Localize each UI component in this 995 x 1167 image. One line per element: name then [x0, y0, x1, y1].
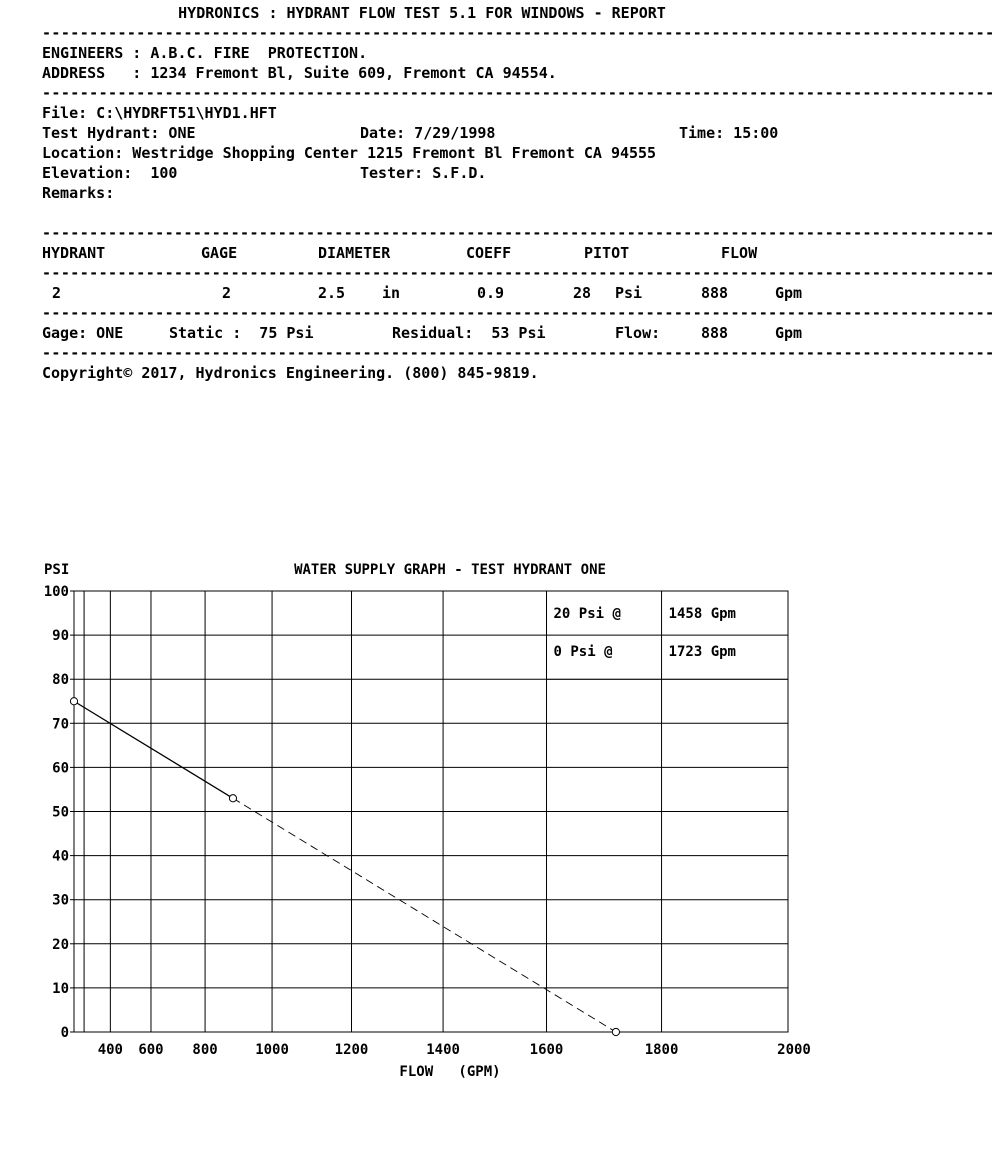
x-tick-labels	[98, 1042, 811, 1058]
x-tick-label-1400: 1400	[426, 1042, 460, 1058]
x-tick-label-2000: 2000	[777, 1042, 811, 1058]
cell-diameter-unit: in	[382, 284, 401, 302]
summary-gage: Gage: ONE	[42, 324, 124, 342]
remarks-line: Remarks:	[42, 184, 115, 202]
data-point-1	[229, 795, 236, 802]
y-tick-label-40: 40	[52, 848, 69, 865]
y-tick-label-70: 70	[52, 716, 69, 733]
divider: -----------------------------------------------------------------------------------------------------	[42, 24, 995, 42]
divider: -----------------------------------------------------------------------------------------------------	[42, 264, 995, 282]
legend-flow-1: 1723 Gpm	[668, 644, 736, 660]
file-line: File: C:\HYDRFT51\HYD1.HFT	[42, 104, 277, 122]
divider: -----------------------------------------------------------------------------------------------------	[42, 224, 995, 242]
cell-flow: 888	[701, 284, 729, 302]
col-header-diameter: DIAMETER	[318, 244, 391, 262]
location-line: Location: Westridge Shopping Center 1215 Fremont Bl Fremont CA 94555	[42, 144, 657, 162]
test-time: Time: 15:00	[679, 124, 779, 142]
y-tick-label-60: 60	[52, 760, 69, 777]
legend	[547, 591, 788, 679]
col-header-hydrant: HYDRANT	[42, 244, 106, 262]
series-lines	[74, 701, 616, 1032]
cell-diameter: 2.5	[318, 284, 346, 302]
cell-coeff: 0.9	[477, 284, 505, 302]
x-tick-label-1000: 1000	[255, 1042, 289, 1058]
y-tick-label-20: 20	[52, 936, 69, 953]
divider: -----------------------------------------------------------------------------------------------------	[42, 304, 995, 322]
y-tick-label-30: 30	[52, 892, 69, 909]
legend-label-1: 0 Psi @	[553, 644, 613, 660]
chart-title: WATER SUPPLY GRAPH - TEST HYDRANT ONE	[294, 562, 606, 578]
cell-pitot-unit: Psi	[615, 284, 643, 302]
divider: -----------------------------------------------------------------------------------------------------	[42, 344, 995, 362]
summary-residual: Residual: 53 Psi	[392, 324, 546, 342]
col-header-gage: GAGE	[201, 244, 238, 262]
x-axis-label: FLOW (GPM)	[399, 1064, 501, 1080]
series-line-measured	[74, 701, 233, 798]
col-header-flow: FLOW	[721, 244, 758, 262]
legend-flow-0: 1458 Gpm	[668, 606, 736, 622]
legend-label-0: 20 Psi @	[553, 606, 621, 622]
summary-static: Static : 75 Psi	[169, 324, 314, 342]
cell-gage: 2	[222, 284, 232, 302]
y-tick-label-0: 0	[60, 1025, 69, 1041]
report-title: HYDRONICS : HYDRANT FLOW TEST 5.1 FOR WINDOWS - REPORT	[178, 4, 666, 22]
y-tick-label-10: 10	[52, 980, 69, 997]
series-line-projected	[233, 798, 616, 1032]
copyright: Copyright© 2017, Hydronics Engineering. (800) 845-9819.	[42, 364, 539, 382]
col-header-coeff: COEFF	[466, 244, 512, 262]
engineers-line: ENGINEERS : A.B.C. FIRE PROTECTION.	[42, 44, 368, 62]
test-date: Date: 7/29/1998	[360, 124, 496, 142]
summary-flow-label: Flow:	[615, 324, 661, 342]
x-tick-label-1800: 1800	[644, 1042, 679, 1058]
col-header-pitot: PITOT	[584, 244, 630, 262]
elevation: Elevation: 100	[42, 164, 178, 182]
x-tick-label-1200: 1200	[334, 1042, 369, 1058]
data-point-2	[612, 1028, 619, 1035]
test-hydrant: Test Hydrant: ONE	[42, 124, 196, 142]
address-line: ADDRESS : 1234 Fremont Bl, Suite 609, Fremont CA 94554.	[42, 64, 557, 82]
y-tick-label-90: 90	[52, 628, 69, 645]
summary-flow-unit: Gpm	[775, 324, 803, 342]
y-tick-label-50: 50	[52, 804, 69, 821]
y-tick-label-80: 80	[52, 672, 69, 689]
x-tick-label-800: 800	[192, 1042, 218, 1058]
y-axis-label: PSI	[44, 562, 70, 578]
tester: Tester: S.F.D.	[360, 164, 487, 182]
x-tick-label-1600: 1600	[529, 1042, 564, 1058]
x-tick-label-600: 600	[138, 1042, 164, 1058]
data-point-0	[70, 698, 77, 705]
y-tick-labels	[44, 584, 69, 1041]
summary-flow-value: 888	[701, 324, 729, 342]
y-tick-label-100: 100	[43, 584, 69, 600]
cell-hydrant: 2	[52, 284, 62, 302]
cell-flow-unit: Gpm	[775, 284, 803, 302]
cell-pitot: 28	[573, 284, 592, 302]
x-tick-label-400: 400	[97, 1042, 124, 1058]
divider: -----------------------------------------------------------------------------------------------------	[42, 84, 995, 102]
